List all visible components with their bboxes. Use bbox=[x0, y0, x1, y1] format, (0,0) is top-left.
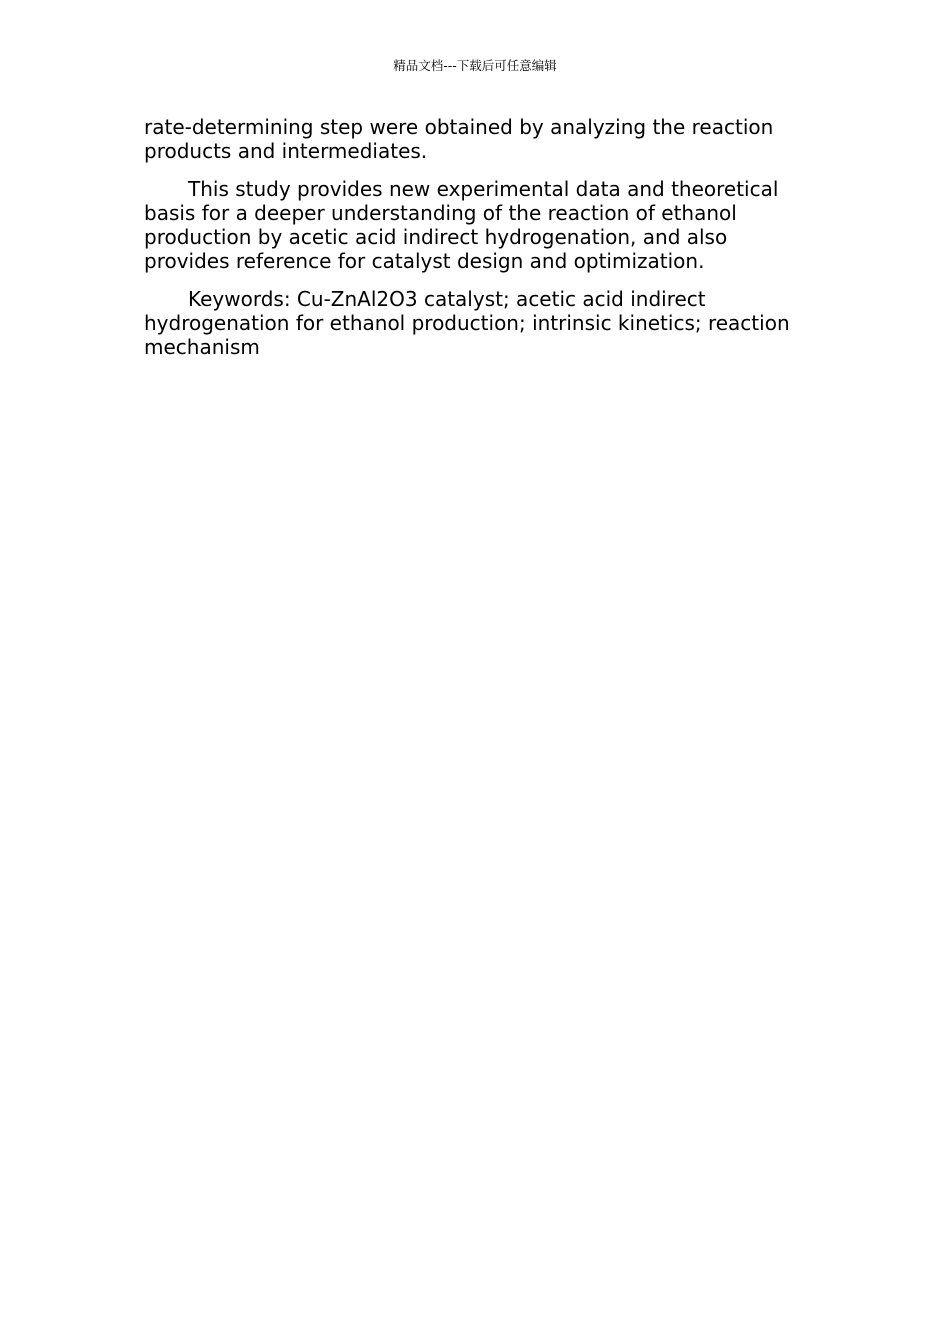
paragraph-study-contribution: This study provides new experimental data and theoretical basis for a deeper understanding of the reaction of ethanol production by acetic acid indirect hydrogenation, and also provides reference for catalyst design and optimization. bbox=[144, 177, 779, 273]
page-header: 精品文档---下载后可任意编辑 bbox=[393, 58, 557, 73]
document-body bbox=[144, 115, 809, 373]
paragraph-continuation: rate-determining step were obtained by analyzing the reaction products and intermediates. bbox=[144, 115, 774, 163]
paragraph-keywords: Keywords: Cu-ZnAl2O3 catalyst; acetic acid indirect hydrogenation for ethanol production; intrinsic kinetics; reaction mechanism bbox=[144, 287, 790, 359]
